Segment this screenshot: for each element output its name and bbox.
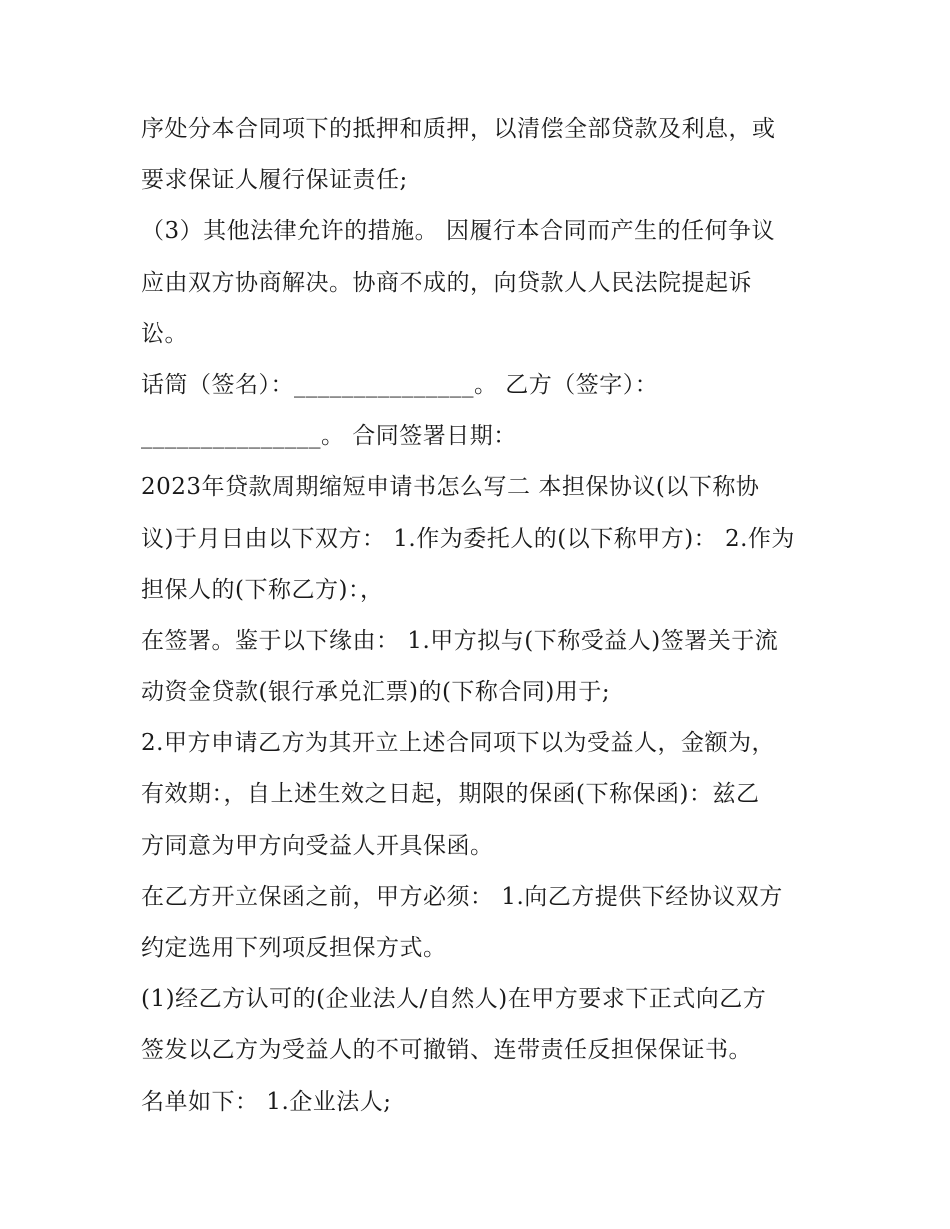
- text-line: （3）其他法律允许的措施。 因履行本合同而产生的任何争议: [141, 218, 775, 245]
- text-line: 讼。: [141, 320, 188, 347]
- text-line: 议)于月日由以下双方： 1.作为委托人的(以下称甲方)： 2.作为: [141, 525, 795, 552]
- text-line: (1)经乙方认可的(企业法人/自然人)在甲方要求下正式向乙方: [141, 986, 767, 1013]
- section-title-line: 2023年贷款周期缩短申请书怎么写二 本担保协议(以下称协: [141, 474, 760, 501]
- text-line: 在签署。鉴于以下缘由： 1.甲方拟与(下称受益人)签署关于流: [141, 627, 779, 654]
- text-line: 名单如下： 1.企业法人;: [141, 1088, 392, 1115]
- text-line: 担保人的(下称乙方)：，: [141, 576, 384, 603]
- signature-line: 话筒（签名）：_______________。 乙方（签字）：: [141, 371, 659, 398]
- text-line: 有效期：，自上述生效之日起，期限的保函(下称保函)：兹乙: [141, 781, 760, 808]
- text-line: 约定选用下列项反担保方式。: [141, 935, 447, 961]
- text-line: 签发以乙方为受益人的不可撤销、连带责任反担保保证书。: [141, 1037, 752, 1064]
- text-line: 方同意为甲方向受益人开具保函。: [141, 832, 494, 859]
- document-body: [141, 104, 821, 1128]
- signature-date-line: _______________。 合同签署日期：: [141, 423, 517, 450]
- text-line: 序处分本合同项下的抵押和质押，以清偿全部贷款及利息，或: [141, 116, 776, 142]
- text-line: 在乙方开立保函之前，甲方必须： 1.向乙方提供下经协议双方: [141, 883, 783, 910]
- text-line: 应由双方协商解决。协商不成的，向贷款人人民法院提起诉: [141, 269, 752, 296]
- text-line: 动资金贷款(银行承兑汇票)的(下称合同)用于;: [141, 679, 611, 706]
- text-line: 要求保证人履行保证责任;: [141, 167, 408, 194]
- text-line: 2.甲方申请乙方为其开立上述合同项下以为受益人，金额为，: [141, 730, 775, 757]
